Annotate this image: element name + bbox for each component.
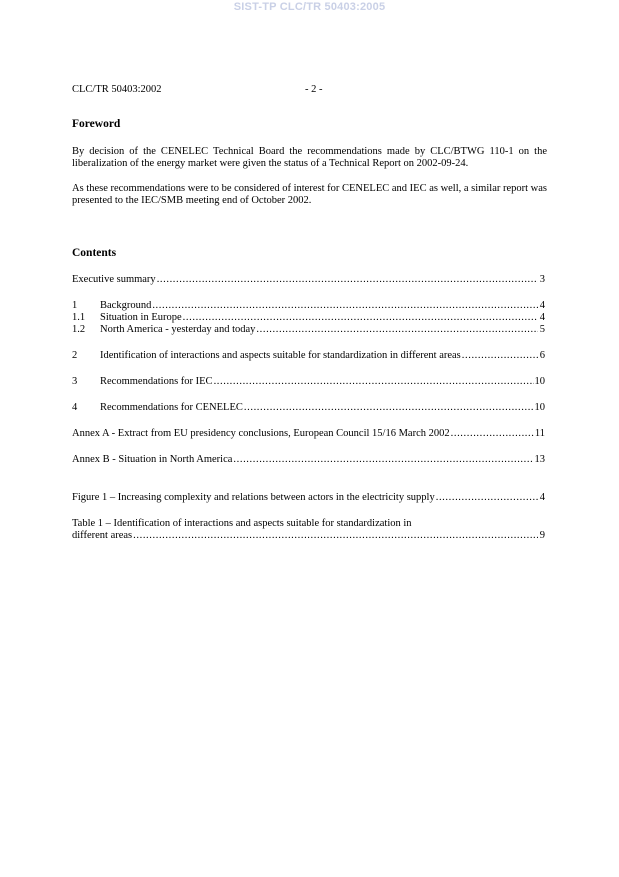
foreword-heading: Foreword — [72, 118, 121, 130]
toc-title: Annex B - Situation in North America — [72, 454, 233, 465]
toc-page: 3 — [539, 274, 545, 285]
toc-page: 9 — [539, 530, 545, 541]
toc-number: 1 — [72, 300, 78, 311]
toc-page: 13 — [534, 454, 545, 465]
toc-entry-background[interactable] — [72, 300, 545, 312]
page-header — [72, 84, 547, 98]
toc-title: Figure 1 – Increasing complexity and relations between actors in the electricity supply — [72, 492, 435, 503]
toc-title: Recommendations for CENELEC — [100, 402, 243, 413]
toc-title-line-1: Table 1 – Identification of interactions and aspects suitable for standardization in — [72, 518, 412, 529]
toc-number: 1.1 — [72, 312, 86, 323]
toc-title: North America - yesterday and today — [100, 324, 256, 335]
toc-number: 2 — [72, 350, 78, 361]
toc-page: 10 — [534, 402, 545, 413]
toc-entry-annex-a[interactable] — [72, 428, 545, 440]
contents-heading: Contents — [72, 247, 117, 259]
toc-page: 11 — [534, 428, 545, 439]
toc-page: 10 — [534, 376, 545, 387]
toc-page: 4 — [539, 312, 545, 323]
toc-entry-table-1[interactable] — [72, 518, 545, 542]
toc-number: 3 — [72, 376, 78, 387]
toc-title: Executive summary — [72, 274, 156, 285]
document-id: CLC/TR 50403:2002 — [72, 84, 162, 95]
toc-title: Recommendations for IEC — [100, 376, 213, 387]
toc-title: Background — [100, 300, 152, 311]
toc-page: 4 — [539, 300, 545, 311]
toc-entry-annex-b[interactable] — [72, 454, 545, 466]
toc-page: 5 — [539, 324, 545, 335]
toc-title: different areas — [72, 530, 133, 541]
toc-entry-identification[interactable] — [72, 350, 545, 362]
toc-entry-recommendations-iec[interactable] — [72, 376, 545, 388]
foreword-paragraph-1: By decision of the CENELEC Technical Board the recommendations made by CLC/BTWG 110-1 on the liberalization of the energy market were given the status of a Technical Report on 2002-09-24. — [72, 146, 547, 169]
toc-number: 4 — [72, 402, 78, 413]
foreword-paragraph-2: As these recommendations were to be considered of interest for CENELEC and IEC as well, a similar report was presented to the IEC/SMB meeting end of October 2002. — [72, 183, 547, 206]
toc-page: 6 — [539, 350, 545, 361]
toc-entry-figure-1[interactable] — [72, 492, 545, 504]
toc-page: 4 — [539, 492, 545, 503]
toc-title: Annex A - Extract from EU presidency conclusions, European Council 15/16 March 2002 — [72, 428, 450, 439]
toc-entry-executive-summary[interactable] — [72, 274, 545, 286]
toc-number: 1.2 — [72, 324, 86, 335]
toc-entry-situation-europe[interactable] — [72, 312, 545, 324]
toc-entry-recommendations-cenelec[interactable] — [72, 402, 545, 414]
watermark: SIST-TP CLC/TR 50403:2005 — [233, 1, 386, 13]
page-number: - 2 - — [305, 84, 323, 95]
toc-title: Situation in Europe — [100, 312, 182, 323]
toc-title: Identification of interactions and aspects suitable for standardization in different areas — [100, 350, 461, 361]
toc-entry-north-america[interactable] — [72, 324, 545, 336]
